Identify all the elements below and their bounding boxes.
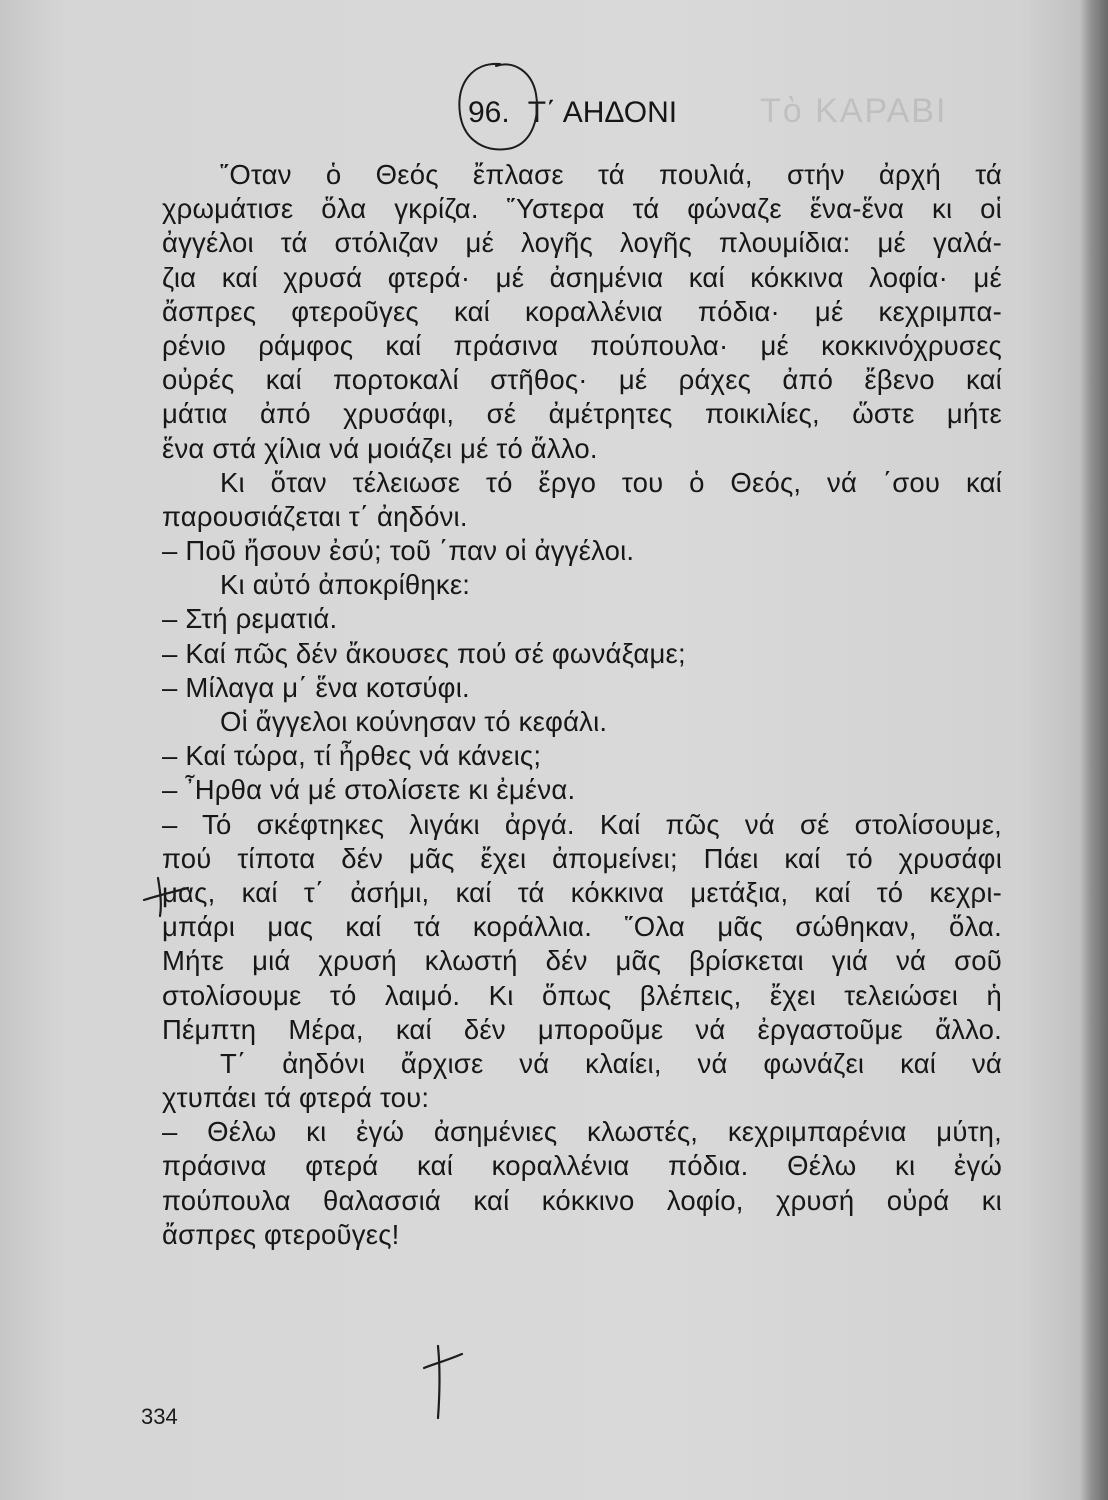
- text-line: Πέμπτη Μέρα, καί δέν μποροῦμε νά ἐργαστοῦμε ἄλλο.: [162, 1013, 1002, 1045]
- chapter-number: 96.: [468, 96, 510, 129]
- story-body: [162, 158, 1002, 1252]
- text-line: ἄσπρες φτεροῦγες!: [162, 1218, 400, 1250]
- text-line: – Ποῦ ἤσουν ἐσύ; τοῦ ΄παν οἱ ἀγγέλοι.: [162, 535, 635, 567]
- text-line: χτυπάει τά φτερά του:: [162, 1082, 430, 1114]
- text-line: πούπουλα θαλασσιά καί κόκκινο λοφίο, χρυσή οὐρά κι: [162, 1184, 1002, 1216]
- text-line: ἕνα στά χίλια νά μοιάζει μέ τό ἄλλο.: [162, 432, 598, 464]
- text-line: ἀγγέλοι τά στόλιζαν μέ λογῆς λογῆς πλουμίδια: μέ γαλά-: [162, 227, 1002, 259]
- text-line: – Τό σκέφτηκες λιγάκι ἀργά. Καί πῶς νά σέ στολίσουμε,: [162, 808, 1002, 840]
- page-binding-shadow: [1080, 0, 1108, 1500]
- text-line: μας, καί τ΄ ἀσήμι, καί τά κόκκινα μετάξια, καί τό κεχρι-: [162, 876, 1002, 908]
- text-line: – Μίλαγα μ΄ ἕνα κοτσύφι.: [162, 671, 470, 703]
- text-line: Οἱ ἄγγελοι κούνησαν τό κεφάλι.: [220, 706, 608, 737]
- text-line: πράσινα φτερά καί κοραλλένια πόδια. Θέλω κι ἐγώ: [162, 1150, 1002, 1182]
- text-line: ἄσπρες φτεροῦγες καί κοραλλένια πόδια· μέ κεχριμπα-: [162, 295, 1002, 327]
- text-line: ρένιο ράμφος καί πράσινα πούπουλα· μέ κοκκινόχρυσες: [162, 329, 1002, 361]
- text-line: μπάρι μας καί τά κοράλλια. ῞Ολα μᾶς σώθηκαν, ὅλα.: [162, 911, 1002, 943]
- text-line: – Θέλω κι ἐγώ ἀσημένιες κλωστές, κεχριμπαρένια μύτη,: [162, 1116, 1002, 1148]
- text-line: οὐρές καί πορτοκαλί στῆθος· μέ ράχες ἀπό ἔβενο καί: [162, 364, 1002, 396]
- text-line: ζια καί χρυσά φτερά· μέ ἀσημένια καί κόκκινα λοφία· μέ: [162, 261, 1002, 293]
- text-line: Κι ὅταν τέλειωσε τό ἔργο του ὁ Θεός, νά ΄σου καί: [220, 466, 1002, 498]
- text-line: ῞Οταν ὁ Θεός ἔπλασε τά πουλιά, στήν ἀρχή τά: [220, 159, 1002, 190]
- text-line: Μήτε μιά χρυσή κλωστή δέν μᾶς βρίσκεται γιά νά σοῦ: [162, 945, 1002, 977]
- bleed-through-title: Τὸ ΚΑΡΑΒΙ: [760, 92, 948, 130]
- text-line: μάτια ἀπό χρυσάφι, σέ ἀμέτρητες ποικιλίες, ὥστε μήτε: [162, 398, 1002, 430]
- chapter-title: Τ΄ ΑΗΔΟΝΙ: [527, 96, 678, 129]
- text-line: παρουσιάζεται τ΄ ἀηδόνι.: [162, 500, 468, 532]
- text-line: χρωμάτισε ὅλα γκρίζα. ῞Υστερα τά φώναζε ἕνα-ἕνα κι οἱ: [162, 193, 1002, 225]
- text-line: Τ΄ ἀηδόνι ἄρχισε νά κλαίει, νά φωνάζει καί νά: [220, 1047, 1002, 1079]
- text-line: – ῏Ηρθα νά μέ στολίσετε κι ἐμένα.: [162, 774, 576, 806]
- chapter-heading: [468, 96, 677, 130]
- text-line: πού τίποτα δέν μᾶς ἔχει ἀπομείνει; Πάει καί τό χρυσάφι: [162, 842, 1002, 874]
- text-line: Κι αὐτό ἀποκρίθηκε:: [220, 569, 471, 601]
- handwritten-check-mark: [418, 1340, 466, 1422]
- text-line: στολίσουμε τό λαιμό. Κι ὅπως βλέπεις, ἔχει τελειώσει ἡ: [162, 979, 1002, 1011]
- text-line: – Καί πῶς δέν ἄκουσες πού σέ φωνάξαμε;: [162, 637, 686, 669]
- text-line: – Στή ρεματιά.: [162, 603, 338, 635]
- text-line: – Καί τώρα, τί ἦρθες νά κάνεις;: [162, 740, 542, 772]
- page-number: 334: [141, 1404, 178, 1429]
